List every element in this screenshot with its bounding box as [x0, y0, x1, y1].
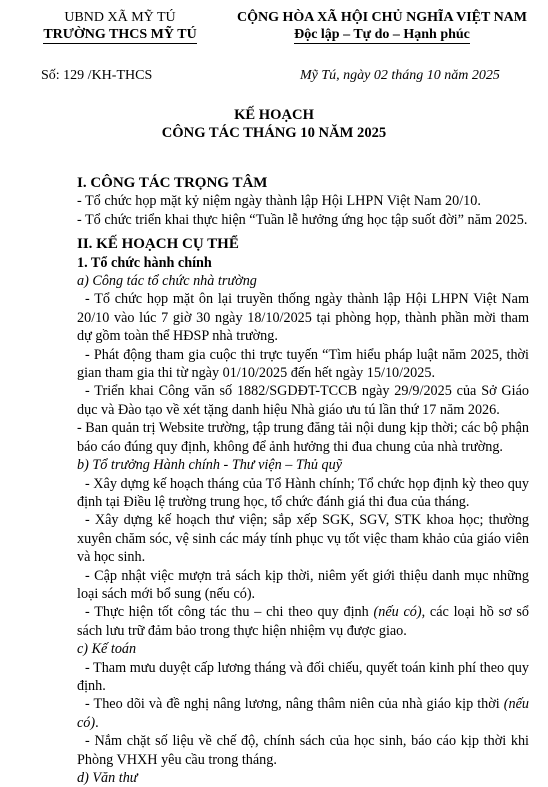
org-line-2: TRƯỜNG THCS MỸ TÚ	[43, 27, 197, 42]
paragraph: - Cập nhật việc mượn trả sách kịp thời, niêm yết giới thiệu danh mục những loại sách mới bổ sung (nếu có).	[77, 567, 529, 602]
issuing-organization	[20, 9, 220, 44]
document-title: KẾ HOẠCH	[234, 107, 314, 123]
document-body	[77, 174, 529, 787]
paragraph: - Tổ chức họp mặt kỷ niệm ngày thành lập Hội LHPN Việt Nam 20/10.	[77, 193, 481, 210]
org-line-1: UBND XÃ MỸ TÚ	[64, 10, 176, 25]
paragraph: - Xây dựng kế hoạch tháng của Tổ Hành chính; Tổ chức họp định kỳ theo quy định tại Điều lệ trường trung học, tổ chức đánh giá thi đua của tháng.	[77, 475, 529, 510]
paragraph: - Phát động tham gia cuộc thi trực tuyến “Tìm hiểu pháp luật năm 2025, thời gian tham gia thi từ ngày 01/10/2025 đến hết ngày 15/10/2025.	[77, 346, 529, 382]
paragraph: - Tổ chức triển khai thực hiện “Tuần lễ hưởng ứng học tập suốt đời” năm 2025.	[77, 211, 528, 228]
paragraph: - Tham mưu duyệt cấp lương tháng và đối chiếu, quyết toán kinh phí theo quy định.	[77, 659, 529, 694]
subsection-heading: 1. Tổ chức hành chính	[77, 254, 212, 271]
paragraph: - Tổ chức họp mặt ôn lại truyền thống ngày thành lập Hội LHPN Việt Nam 20/10 vào lúc 7 giờ 30 ngày 18/10/2025 tại phòng họp, thành phần mời tham dự gồm toàn thể HĐSP nhà trường.	[77, 291, 529, 345]
section-heading: II. KẾ HOẠCH CỤ THỂ	[77, 236, 239, 253]
sub-heading: b) Tổ trưởng Hành chính - Thư viện – Thủ quỹ	[77, 457, 343, 474]
nation-line-1: CỘNG HÒA XÃ HỘI CHỦ NGHĨA VIỆT NAM	[236, 10, 527, 25]
paragraph: - Thực hiện tốt công tác thu – chi theo quy định (nếu có), các loại hồ sơ sổ sách lưu trữ đảm bảo trong thực hiện nhiệm vụ được giao.	[77, 604, 530, 639]
paragraph: - Triển khai Công văn số 1882/SGDĐT-TCCB ngày 29/9/2025 của Sở Giáo dục và Đào tạo về xét tặng danh hiệu Nhà giáo ưu tú lần thứ 17 năm 2026.	[77, 383, 529, 418]
paragraph: - Nắm chặt số liệu về chế độ, chính sách của học sinh, báo cáo kịp thời khi Phòng VHXH yêu cầu trong tháng.	[77, 733, 529, 768]
sub-heading: c) Kế toán	[77, 641, 137, 658]
paragraph: - Ban quản trị Website trường, tập trung đăng tải nội dung kịp thời; các bộ phận báo cáo đúng quy định, không để ảnh hưởng thi đua chung của nhà trường.	[77, 420, 529, 455]
national-motto	[226, 9, 538, 44]
sub-heading: a) Công tác tổ chức nhà trường	[77, 273, 257, 290]
place-date: Mỹ Tú, ngày 02 tháng 10 năm 2025	[300, 68, 500, 83]
section-heading: I. CÔNG TÁC TRỌNG TÂM	[77, 175, 268, 191]
document-number: Số: 129 /KH-THCS	[41, 68, 153, 83]
paragraph: - Theo dõi và đề nghị nâng lương, nâng thâm niên của nhà giáo kịp thời (nếu có).	[77, 696, 529, 731]
document-subtitle: CÔNG TÁC THÁNG 10 NĂM 2025	[161, 125, 387, 141]
nation-line-2: Độc lập – Tự do – Hạnh phúc	[294, 27, 470, 42]
sub-heading: d) Văn thư	[77, 770, 138, 786]
paragraph: - Xây dựng kế hoạch thư viện; sắp xếp SGK, SGV, STK khoa học; thường xuyên chăm sóc, vệ sinh các máy tính phục vụ tốt việc tham khảo của giáo viên và học sinh.	[77, 512, 529, 566]
